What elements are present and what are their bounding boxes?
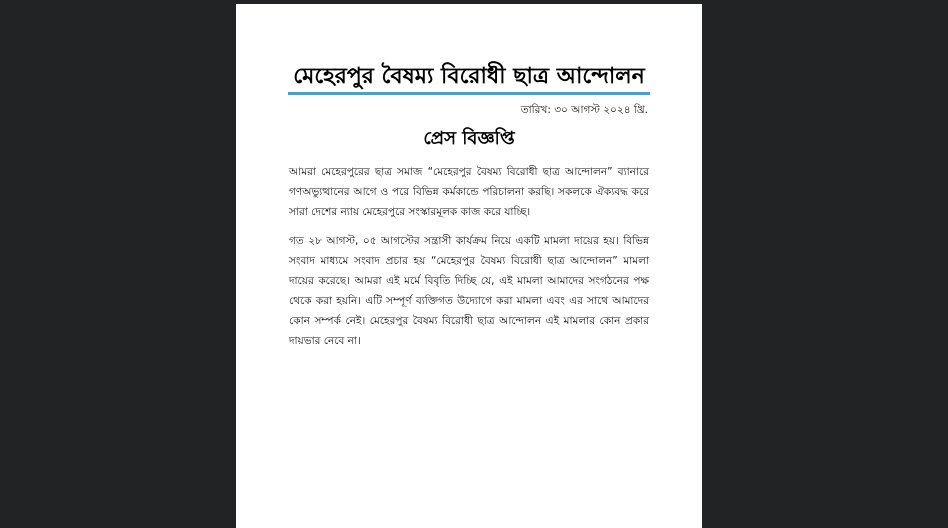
date-line: তারিখ: ৩০ আগস্ট ২০২৪ খ্রি. bbox=[520, 104, 648, 116]
organization-title: মেহেরপুর বৈষম্য বিরোধী ছাত্র আন্দোলন bbox=[293, 63, 645, 89]
paragraph-1: আমরা মেহেরপুরের ছাত্র সমাজ “মেহেরপুর বৈষম্য বিরোধী ছাত্র আন্দোলন” ব্যানারে গণঅভ্যুত্থানের আগে ও পরে বিভিন্ন কর্মকান্ডে পরিচালনা করছি। সকলকে ঐক্যবদ্ধ করে সারা দেশের ন্যায় মেহেরপুরে সংস্কারমূলক কাজ করে যাচ্ছি। bbox=[289, 166, 649, 218]
paragraph-2: গত ২৮ আগস্ট, ০৫ আগস্টের সন্ত্রাসী কার্যক্রম নিয়ে একটি মামলা দায়ের হয়। বিভিন্ন সংবাদ মাধ্যমে সংবাদ প্রচার হয় “মেহেরপুর বৈষম্য বিরোধী ছাত্র আন্দোলন” মামলা দায়ের করেছে। আমরা এই মর্মে বিবৃতি দিচ্ছি যে, এই মামলা আমাদের সংগঠনের পক্ষ থেকে করা হয়নি। এটি সম্পূর্ণ ব্যক্তিগত উদ্যোগে করা মামলা এবং এর সাথে আমাদের কোন সম্পর্ক নেই। মেহেরপুর বৈষম্য বিরোধী ছাত্র আন্দোলন এই মামলার কোন প্রকার দায়ভার নেবে না। bbox=[289, 235, 649, 347]
body-text bbox=[289, 162, 649, 360]
press-release-heading: প্রেস বিজ্ঞপ্তি bbox=[423, 128, 515, 149]
title-underline bbox=[288, 92, 650, 95]
document-page[interactable] bbox=[236, 4, 702, 528]
